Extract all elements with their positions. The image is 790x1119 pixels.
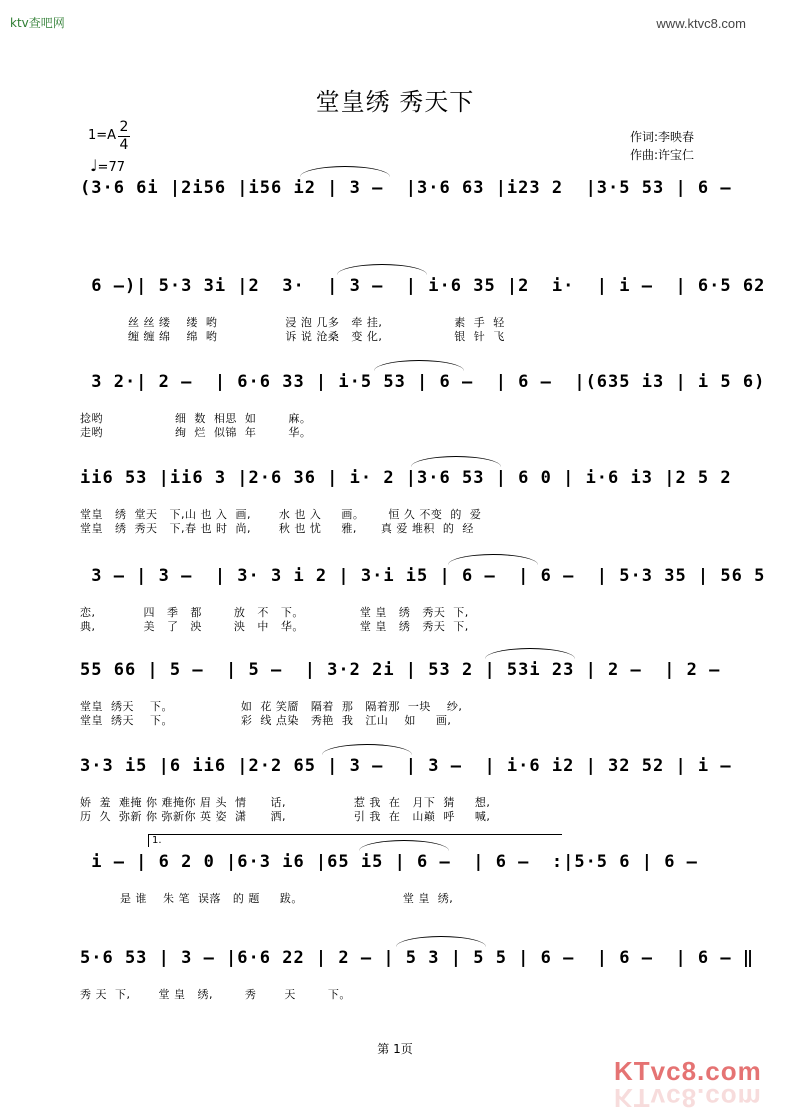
tempo-value: =77 <box>97 160 125 175</box>
site-logo: KTvc8.com <box>614 1056 762 1086</box>
slur <box>374 360 464 371</box>
notation-line: 3 2·| 2 — | 6·6 33 | i·5 53 | 6 — | 6 — |(635 i3 | i 5 6) <box>80 372 766 392</box>
lyric-line: 堂皇 绣 堂天 下,山 也 入 画, 水 也 入 画。 恒 久 不变 的 爱 <box>80 508 482 521</box>
lyric-line: 是 谁 朱 笔 误落 的 题 跋。 堂 皇 绣, <box>80 892 454 905</box>
lyric-line: 堂皇 绣天 下。 如 花 笑靥 隔着 那 隔着那 一块 纱, <box>80 700 463 713</box>
page-number: 第 1页 <box>377 1042 413 1056</box>
lyric-line: 捻哟 细 数 相思 如 麻。 <box>80 412 312 425</box>
site-watermark-left: ktv查吧网 <box>10 16 65 30</box>
first-ending-bracket: 1. <box>148 834 562 847</box>
notation-line: 3·3 i5 |6 ii6 |2·2 65 | 3 — | 3 — | i·6 i2 | 32 52 | i — <box>80 756 732 776</box>
slur <box>448 554 538 565</box>
notation-line: ii6 53 |ii6 3 |2·6 36 | i· 2 |3·6 53 | 6 0 | i·6 i3 |2 5 2 <box>80 468 732 488</box>
lyric-line: 历 久 弥新 你 弥新你 英 姿 潇 洒, 引 我 在 山巅 呼 喊, <box>80 810 491 823</box>
tempo-marking <box>90 156 125 175</box>
composer-credit: 作曲:许宝仁 <box>630 148 695 162</box>
site-watermark-right: www.ktvc8.com <box>656 16 746 31</box>
notation-line: (3·6 6i |2i56 |i56 i2 | 3 — |3·6 63 |i23 2 |3·5 53 | 6 — <box>80 178 732 198</box>
slur <box>485 648 575 659</box>
notation-line: 55 66 | 5 — | 5 — | 3·2 2i | 53 2 | 53i 23 | 2 — | 2 — <box>80 660 721 680</box>
slur <box>411 456 501 467</box>
quarter-note-icon: ♩ <box>90 156 98 175</box>
slur <box>396 936 486 947</box>
lyric-line: 缠 缠 绵 绵 哟 诉 说 沧桑 变 化, 银 针 飞 <box>80 330 505 343</box>
notation-line: 6 —)| 5·3 3i |2 3· | 3 — | i·6 35 |2 i· | i — | 6·5 62 <box>80 276 766 296</box>
slur <box>322 744 412 755</box>
notation-line: i — | 6 2 0 |6·3 i6 |65 i5 | 6 — | 6 — :|5·5 6 | 6 — <box>80 852 698 872</box>
lyric-line: 典, 美 了 泱 泱 中 华。 堂 皇 绣 秀天 下, <box>80 620 469 633</box>
lyric-line: 秀 天 下, 堂 皇 绣, 秀 天 下。 <box>80 988 351 1001</box>
key-signature: 1=A <box>88 128 117 143</box>
time-signature-top: 2 <box>119 119 129 135</box>
time-signature-bottom: 4 <box>119 137 129 153</box>
slur <box>337 264 427 275</box>
notation-line: 3 — | 3 — | 3· 3 i 2 | 3·i i5 | 6 — | 6 — | 5·3 35 | 56 5 <box>80 566 766 586</box>
time-signature <box>118 119 130 154</box>
lyric-line: 丝 丝 缕 缕 哟 浸 泡 几多 牵 挂, 素 手 轻 <box>80 316 505 329</box>
song-title: 堂皇绣 秀天下 <box>315 88 475 116</box>
lyric-line: 走哟 绚 烂 似锦 年 华。 <box>80 426 312 439</box>
lyric-line: 堂皇 绣天 下。 彩 线 点染 秀艳 我 江山 如 画, <box>80 714 452 727</box>
lyric-line: 娇 羞 难掩 你 难掩你 眉 头 情 话, 惹 我 在 月下 猜 想, <box>80 796 491 809</box>
notation-line: 5·6 53 | 3 — |6·6 22 | 2 — | 5 3 | 5 5 | 6 — | 6 — | 6 — ‖ <box>80 948 755 968</box>
lyric-line: 恋, 四 季 都 放 不 下。 堂 皇 绣 秀天 下, <box>80 606 469 619</box>
site-logo-reflection: KTvc8.com <box>614 1083 762 1113</box>
slur <box>300 166 390 177</box>
lyricist-credit: 作词:李映春 <box>630 130 695 144</box>
lyric-line: 堂皇 绣 秀天 下,春 也 时 尚, 秋 也 忧 雅, 真 爱 堆积 的 经 <box>80 522 474 535</box>
